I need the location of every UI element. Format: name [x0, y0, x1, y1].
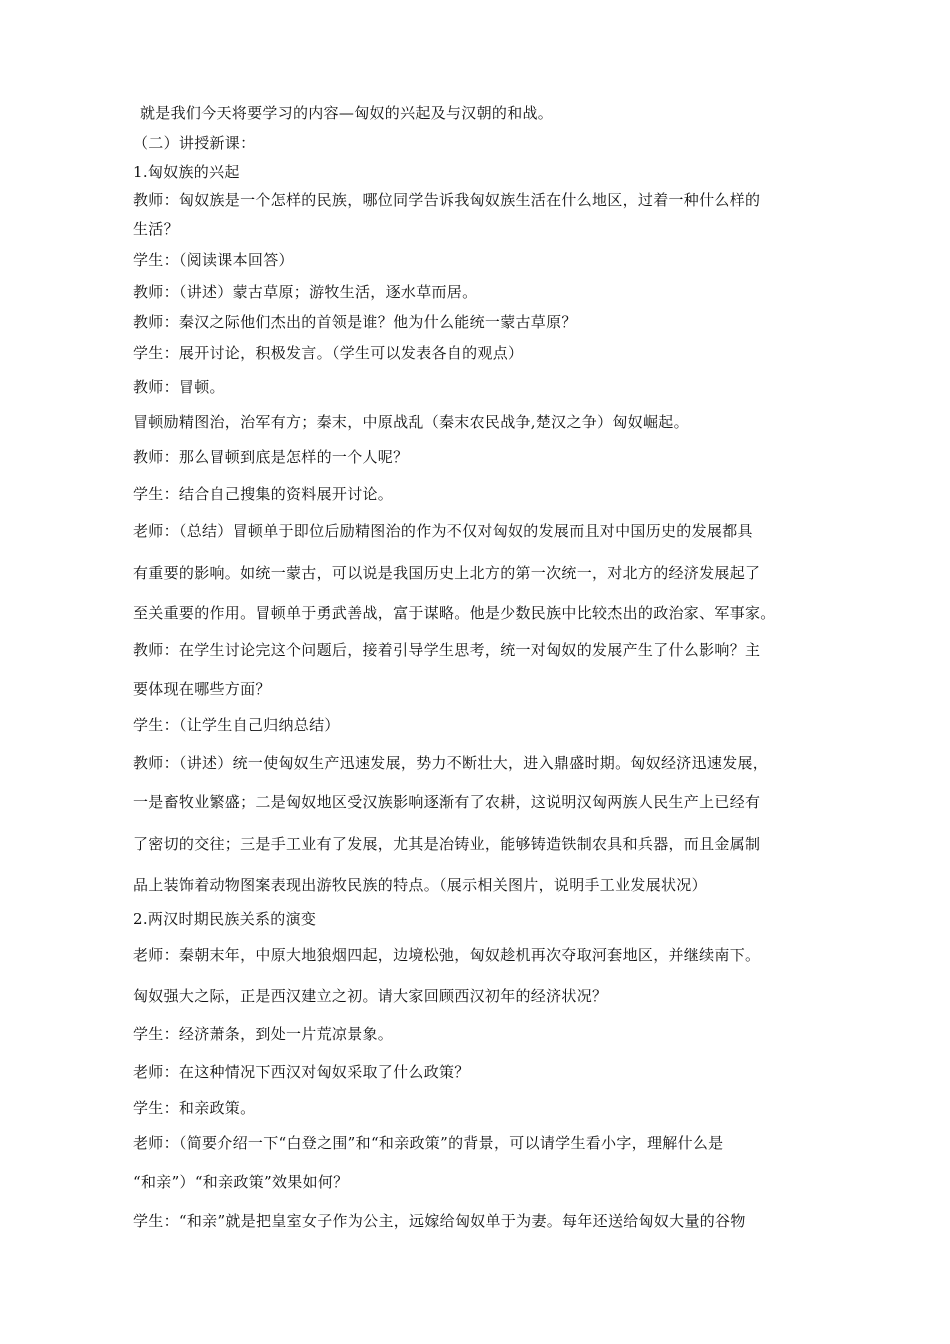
text-line: 教师：在学生讨论完这个问题后，接着引导学生思考，统一对匈奴的发展产生了什么影响？主: [133, 641, 761, 659]
text-line: 有重要的影响。如统一蒙古，可以说是我国历史上北方的第一次统一，对北方的经济发展起了: [133, 564, 761, 582]
section-heading: （二）讲授新课：: [133, 134, 256, 152]
text-line: “和亲”）“和亲政策”效果如何？: [133, 1173, 349, 1191]
text-line: 冒顿励精图治，治军有方；秦末，中原战乱（秦末农民战争,楚汉之争）匈奴崛起。: [133, 413, 689, 431]
text-line: 就是我们今天将要学习的内容—匈奴的兴起及与汉朝的和战。: [140, 104, 554, 122]
text-line: 教师：（讲述）蒙古草原；游牧生活，逐水草而居。: [133, 283, 478, 301]
text-line: 学生：（阅读课本回答）: [133, 251, 294, 269]
text-line: 学生：（让学生自己归纳总结）: [133, 716, 340, 734]
text-line: 学生：经济萧条，到处一片荒凉景象。: [133, 1025, 394, 1043]
text-line: 学生：展开讨论，积极发言。（学生可以发表各自的观点）: [133, 344, 524, 362]
subsection-heading: 1.匈奴族的兴起: [133, 163, 240, 181]
text-line: 匈奴强大之际，正是西汉建立之初。请大家回顾西汉初年的经济状况？: [133, 987, 608, 1005]
text-line: 老师：（总结）冒顿单于即位后励精图治的作为不仅对匈奴的发展而且对中国历史的发展都具: [133, 522, 753, 540]
text-line: 了密切的交往；三是手工业有了发展，尤其是冶铸业，能够铸造铁制农具和兵器，而且金属制: [133, 835, 761, 853]
text-line: 学生：和亲政策。: [133, 1099, 256, 1117]
text-line: 学生：结合自己搜集的资料展开讨论。: [133, 485, 394, 503]
text-line: 品上装饰着动物图案表现出游牧民族的特点。（展示相关图片，说明手工业发展状况）: [133, 876, 707, 894]
text-line: 教师：那么冒顿到底是怎样的一个人呢？: [133, 448, 409, 466]
text-line: 教师：匈奴族是一个怎样的民族，哪位同学告诉我匈奴族生活在什么地区，过着一种什么样的: [133, 191, 761, 209]
text-line: 至关重要的作用。冒顿单于勇武善战，富于谋略。他是少数民族中比较杰出的政治家、军事家。: [133, 604, 776, 622]
text-line: 老师：（简要介绍一下“白登之围”和“和亲政策”的背景，可以请学生看小字，理解什么是: [133, 1134, 724, 1152]
text-line: 学生：“和亲”就是把皇室女子作为公主，远嫁给匈奴单于为妻。每年还送给匈奴大量的谷物: [133, 1212, 746, 1230]
text-line: 一是畜牧业繁盛；二是匈奴地区受汉族影响逐渐有了农耕，这说明汉匈两族人民生产上已经有: [133, 793, 761, 811]
subsection-heading: 2.两汉时期民族关系的演变: [133, 910, 317, 928]
text-line: 生活？: [133, 220, 179, 238]
text-line: 老师：秦朝末年，中原大地狼烟四起，边境松弛，匈奴趁机再次夺取河套地区，并继续南下。: [133, 946, 761, 964]
text-line: 要体现在哪些方面？: [133, 680, 271, 698]
text-line: 教师：（讲述）统一使匈奴生产迅速发展，势力不断壮大，进入鼎盛时期。匈奴经济迅速发展，: [133, 754, 769, 772]
text-line: 教师：秦汉之际他们杰出的首领是谁？他为什么能统一蒙古草原？: [133, 313, 577, 331]
text-line: 教师：冒顿。: [133, 378, 225, 396]
text-line: 老师：在这种情况下西汉对匈奴采取了什么政策？: [133, 1063, 470, 1081]
